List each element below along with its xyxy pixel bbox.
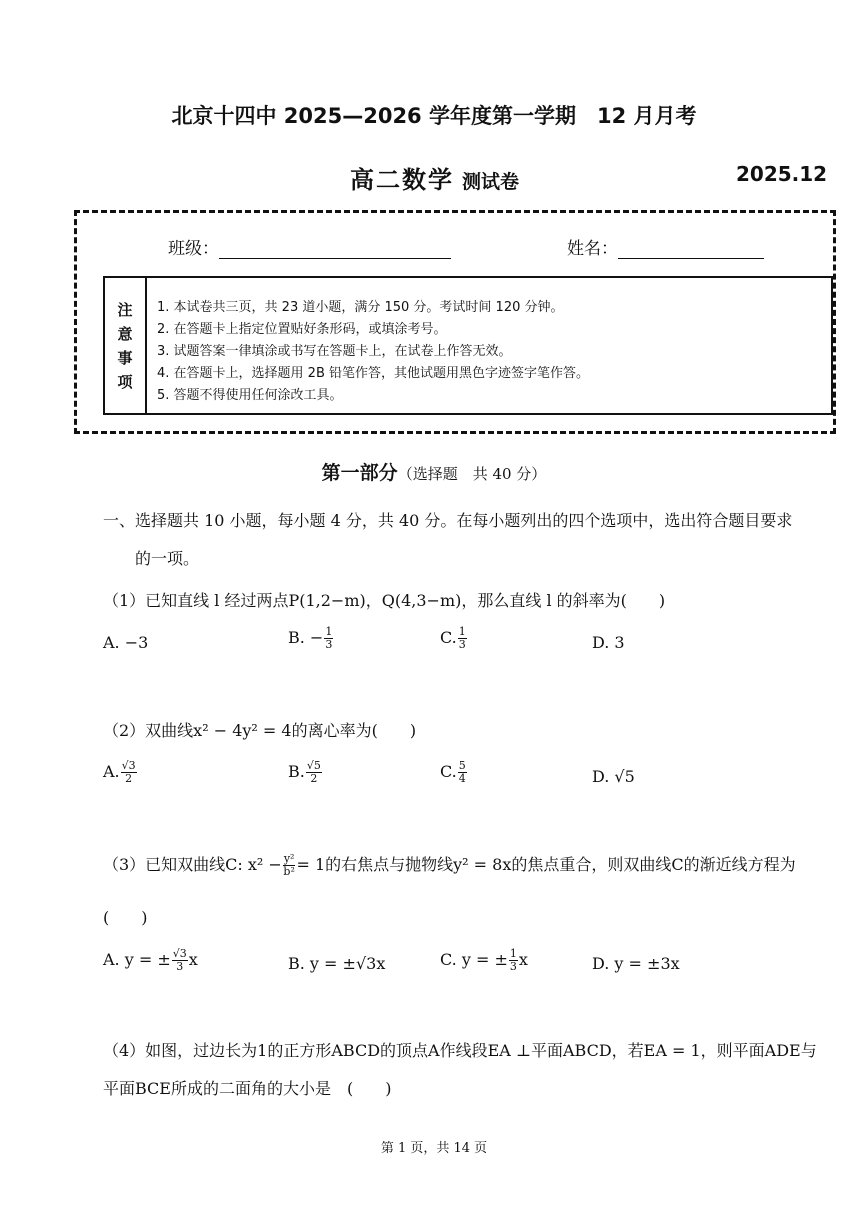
part-title: 第一部分 xyxy=(321,462,398,484)
q1-option-c: C. $\frac{1}{3}$ xyxy=(440,625,466,651)
question-3: （3）已知双曲线C: x² − $\frac{\text{y²}}{\text{b²}}$ = 1的右焦点与抛物线y² = 8x的焦点重合，则双曲线C的渐近线方程为 xyxy=(103,852,796,878)
q3-option-d: D. y = ±3x xyxy=(592,954,680,973)
name-blank xyxy=(618,240,764,259)
q2-option-c: C. $\frac{5}{4}$ xyxy=(440,759,466,785)
notice-item: 2. 在答题卡上指定位置贴好条形码，或填涂考号。 xyxy=(157,322,447,337)
part-heading xyxy=(0,458,868,485)
notice-item: 3. 试题答案一律填涂或书写在答题卡上，在试卷上作答无效。 xyxy=(157,344,512,359)
section-instructions: 一、选择题共 10 小题，每小题 4 分，共 40 分。在每小题列出的四个选项中，选出符合题目要求 xyxy=(103,511,793,530)
part-note: （选择题 共 40 分） xyxy=(397,465,547,483)
q2-option-a: A. $\frac{√3}{2}$ xyxy=(103,759,136,785)
class-label: 班级： xyxy=(168,239,219,259)
notice-heading: 注 意 事 项 xyxy=(105,278,147,413)
q3-option-a: A. y = ± $\frac{√3}{3}$ x xyxy=(103,947,198,973)
subject-name: 高二数学 xyxy=(350,166,454,194)
question-3-paren: ( ) xyxy=(103,908,148,927)
q2-option-b: B. $\frac{√5}{2}$ xyxy=(288,759,321,785)
page-number: 第 1 页，共 14 页 xyxy=(380,1141,488,1156)
q1-option-a: A. −3 xyxy=(103,633,149,652)
class-field xyxy=(168,234,451,259)
exam-date: 2025.12 xyxy=(736,162,828,186)
name-field xyxy=(567,234,764,259)
class-blank xyxy=(219,240,451,259)
name-label: 姓名： xyxy=(567,239,618,259)
question-4: （4）如图，过边长为1的正方形ABCD的顶点A作线段EA ⊥平面ABCD，若EA = 1，则平面ADE与 xyxy=(103,1041,817,1060)
q1-option-d: D. 3 xyxy=(592,633,625,652)
q3-option-b: B. y = ±√3x xyxy=(288,954,386,973)
question-2: （2）双曲线x² − 4y² = 4的离心率为( ) xyxy=(103,721,417,740)
question-4-cont: 平面BCE所成的二面角的大小是 ( ) xyxy=(103,1079,392,1098)
q3-option-c: C. y = ± $\frac{1}{3}$ x xyxy=(440,947,528,973)
notice-item: 5. 答题不得使用任何涂改工具。 xyxy=(157,388,343,403)
q1-option-b: B. − $\frac{1}{3}$ xyxy=(288,625,333,651)
q2-option-d: D. √5 xyxy=(592,767,635,786)
question-1: （1）已知直线 l 经过两点P(1,2−m)，Q(4,3−m)，那么直线 l 的斜率为( ) xyxy=(103,591,666,610)
notice-item: 1. 本试卷共三页，共 23 道小题，满分 150 分。考试时间 120 分钟。 xyxy=(157,300,564,315)
section-instructions-cont: 的一项。 xyxy=(135,549,200,568)
notice-table xyxy=(103,276,833,415)
notice-item: 4. 在答题卡上，选择题用 2B 铅笔作答，其他试题用黑色字迹签字笔作答。 xyxy=(157,366,589,381)
subject-title xyxy=(350,160,519,195)
subject-subtitle: 测试卷 xyxy=(462,171,520,193)
exam-title: 北京十四中 2025—2026 学年度第一学期 12 月月考 xyxy=(171,104,697,128)
